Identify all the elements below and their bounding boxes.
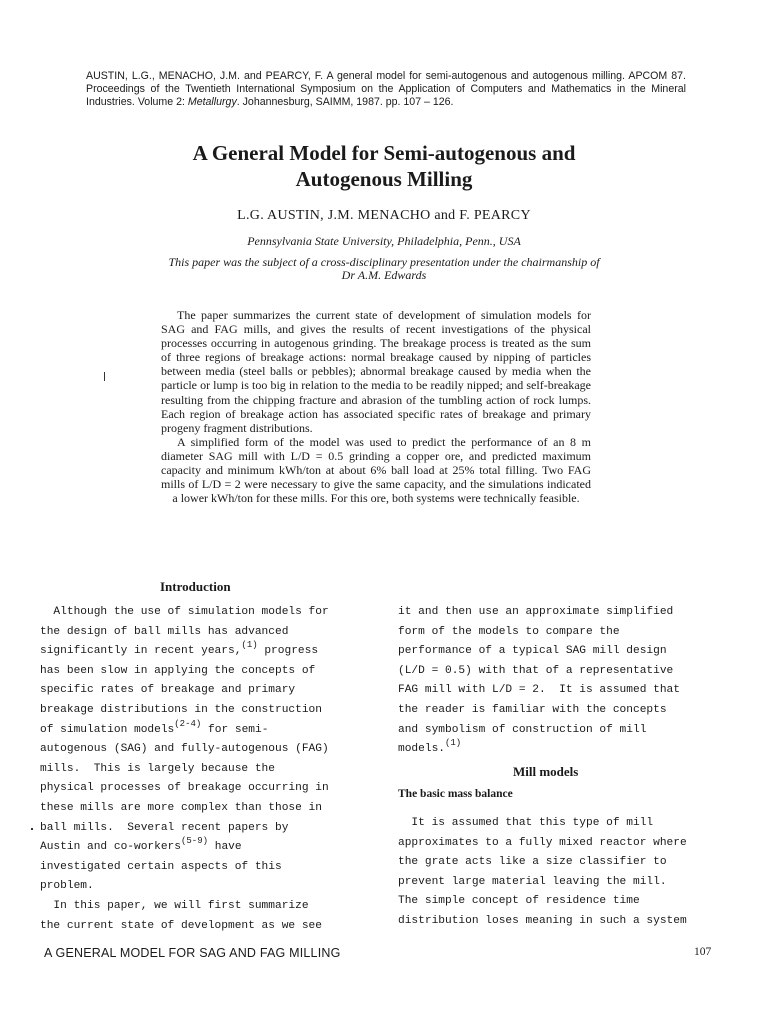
- text-run: Austin and co-workers: [40, 841, 181, 854]
- text-line: ball mills. Several recent papers by: [40, 821, 289, 834]
- citation-block: [86, 70, 686, 109]
- section-heading-mill-models: Mill models: [513, 764, 579, 779]
- text-line: In this paper, we will first summarize: [40, 899, 309, 912]
- presentation-note: [100, 256, 668, 282]
- paper-title: [0, 140, 768, 192]
- page-number: 107: [694, 946, 712, 958]
- text-line: approximates to a fully mixed reactor where: [398, 836, 687, 849]
- text-line: The simple concept of residence time: [398, 895, 640, 908]
- margin-mark: [104, 372, 105, 381]
- text-line: physical processes of breakage occurring in: [40, 782, 329, 795]
- right-column: [398, 603, 680, 760]
- text-line: [40, 642, 329, 662]
- title-line-1: A General Model for Semi-autogenous and: [192, 141, 576, 165]
- text-line: specific rates of breakage and primary: [40, 684, 296, 697]
- text-line: the reader is familiar with the concepts: [398, 703, 667, 716]
- text-line: problem.: [40, 880, 94, 893]
- abstract-paragraph-2: A simplified form of the model was used to predict the performance of an 8 m diameter SAG mill with L/D = 0.5 grinding a copper ore, and predicted maximum capacity and minimum kWh/ton at about 6% ball load at 25% total filling. Two FAG mills of L/D = 2 were necessary to give the same capacity, and the simulations indicated a lower kWh/ton for these mills. For this ore, both systems were technically feasible.: [161, 434, 591, 506]
- text-line: prevent large material leaving the mill.: [398, 875, 667, 888]
- abstract: [161, 308, 591, 505]
- citation-journal: Metallurgy: [187, 96, 237, 108]
- text-line: (L/D = 0.5) with that of a representative: [398, 664, 674, 677]
- right-column-continued: [398, 814, 687, 932]
- text-line: mills. This is largely because the: [40, 762, 275, 775]
- margin-dot: [31, 828, 33, 830]
- text-run: have: [208, 841, 242, 854]
- text-run: significantly in recent years,: [40, 645, 242, 658]
- text-line: performance of a typical SAG mill design: [398, 645, 667, 658]
- text-line: [40, 838, 329, 858]
- reference-superscript: (5-9): [181, 836, 209, 847]
- text-line: [40, 718, 329, 741]
- text-line: and symbolism of construction of mill: [398, 723, 647, 736]
- affiliation: Pennsylvania State University, Philadelphia, Penn., USA: [247, 234, 521, 248]
- text-line: Although the use of simulation models for: [40, 606, 329, 618]
- text-run: progress: [257, 645, 319, 658]
- section-heading-introduction: Introduction: [160, 579, 231, 594]
- text-line: these mills are more complex than those in: [40, 801, 322, 814]
- abstract-paragraph-1: The paper summarizes the current state of development of simulation models for SAG and FAG mills, and gives the results of recent investigations of the physical processes occurring in autogenous grinding. The breakage process is treated as the sum of three regions of breakage actions: normal breakage caused by nipping of particles between media (steel balls or pebbles); abnormal breakage caused by media when the particle or lump is too big in relation to the media to be readily nipped; and self-breakage resulting from the chipping fracture and abrasion of the tumbling action of rock lumps. Each region of breakage action has associated specific rates of breakage and primary progeny fragment distributions.: [161, 308, 591, 435]
- text-run: for semi-: [201, 723, 269, 736]
- running-footer: A GENERAL MODEL FOR SAG AND FAG MILLING: [44, 946, 341, 960]
- text-line: it and then use an approximate simplified: [398, 606, 674, 618]
- text-line: distribution loses meaning in such a system: [398, 914, 687, 927]
- left-column: [40, 603, 329, 936]
- text-line: the design of ball mills has advanced: [40, 625, 289, 638]
- text-line: FAG mill with L/D = 2. It is assumed that: [398, 684, 680, 697]
- text-line: investigated certain aspects of this: [40, 860, 282, 873]
- reference-superscript: (2-4): [174, 718, 202, 729]
- text-line: has been slow in applying the concepts of: [40, 664, 316, 677]
- note-line-2: Dr A.M. Edwards: [341, 268, 427, 282]
- text-line: the current state of development as we see: [40, 919, 322, 932]
- reference-superscript: (1): [445, 738, 462, 749]
- subsection-heading-mass-balance: The basic mass balance: [398, 788, 513, 800]
- reference-superscript: (1): [241, 640, 258, 651]
- text-line: It is assumed that this type of mill: [398, 817, 654, 829]
- text-line: [398, 740, 680, 760]
- text-run: models.: [398, 743, 445, 756]
- text-line: the grate acts like a size classifier to: [398, 856, 667, 869]
- title-line-2: Autogenous Milling: [295, 167, 473, 191]
- text-line: form of the models to compare the: [398, 625, 620, 638]
- text-line: autogenous (SAG) and fully-autogenous (FAG): [40, 743, 329, 756]
- text-line: breakage distributions in the construction: [40, 703, 322, 716]
- citation-text: AUSTIN, L.G., MENACHO, J.M. and PEARCY, F. A general model for semi-autogenous and autogenous milling. APCOM 87. Proceedings of the Twentieth International Symposium on the Application of Computers and Mathematics in the Mineral Industries. Volume 2:: [86, 70, 686, 108]
- authors: L.G. AUSTIN, J.M. MENACHO and F. PEARCY: [237, 208, 531, 223]
- citation-text-end: . Johannesburg, SAIMM, 1987. pp. 107 – 126.: [236, 96, 454, 108]
- note-line-1: This paper was the subject of a cross-disciplinary presentation under the chairmanship of: [168, 255, 600, 269]
- text-run: of simulation models: [40, 723, 175, 736]
